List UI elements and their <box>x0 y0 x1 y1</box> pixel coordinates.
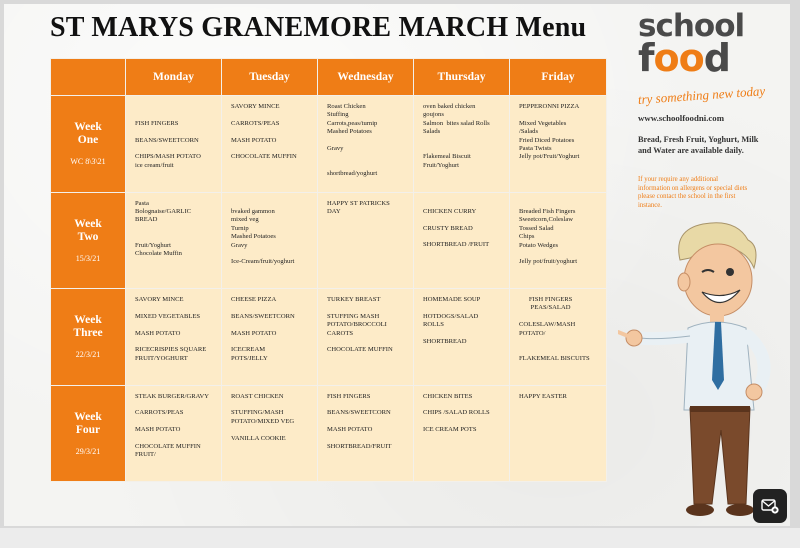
menu-cell <box>414 289 510 386</box>
spacer <box>231 401 311 409</box>
spacer <box>327 338 407 346</box>
spacer <box>423 137 503 145</box>
menu-item: shortbread/yoghurt <box>327 170 378 178</box>
spacer <box>423 233 503 241</box>
menu-item: Sweetcorn,Coleslaw <box>519 216 574 224</box>
menu-item: ROLLS <box>423 321 444 329</box>
menu-item: ICE CREAM POTS <box>423 426 477 434</box>
menu-item: Mashed Potatoes <box>327 128 372 136</box>
menu-item: Stuffing <box>327 111 349 119</box>
spacer <box>327 304 407 312</box>
menu-item: FRUIT/YOGHURT <box>135 354 188 362</box>
week-date: 15/3/21 <box>75 253 101 263</box>
menu-cell <box>222 96 318 193</box>
menu-item: oven baked chicken <box>423 103 476 110</box>
spacer <box>423 418 503 426</box>
day-header: Monday <box>126 59 222 96</box>
menu-item: FLAKEMEAL BISCUITS <box>519 354 590 362</box>
logo-line-2 <box>638 36 756 80</box>
menu-item: BEANS/SWEETCORN <box>135 136 199 144</box>
menu-item: bvaked gammon <box>231 207 275 215</box>
menu-item: CRUSTY BREAD <box>423 224 473 232</box>
menu-cell <box>510 385 607 482</box>
spacer <box>423 304 503 312</box>
menu-item: FISH FINGERS <box>135 119 179 127</box>
logo-line-1: school <box>638 8 745 44</box>
spacer <box>135 225 215 233</box>
menu-cell <box>414 385 510 482</box>
menu-cell <box>222 385 318 482</box>
menu-item: VANILLA COOKIE <box>231 434 286 442</box>
menu-cell <box>222 289 318 386</box>
allergy-note: If your require any additional information on allergens or special diets please contact the school in the first instance. <box>638 176 748 209</box>
spacer <box>135 145 215 153</box>
menu-item: STUFFING MASH <box>327 312 380 320</box>
menu-item: MASH POTATO <box>327 426 373 434</box>
chef-mascot <box>618 210 788 525</box>
spacer <box>327 401 407 409</box>
page-title: ST MARYS GRANEMORE MARCH Menu <box>50 12 587 43</box>
schoolfood-logo <box>638 8 756 80</box>
menu-item: SHORTBREAD <box>423 338 467 345</box>
spacer <box>327 153 407 161</box>
menu-item: /Salads <box>519 128 539 136</box>
menu-item: Salads <box>423 128 441 136</box>
spacer <box>231 426 311 434</box>
spacer <box>231 338 311 346</box>
spacer <box>519 313 600 321</box>
spacer <box>135 111 215 119</box>
spacer <box>423 216 503 224</box>
menu-item: FRUIT/ <box>135 451 156 459</box>
week-date: 22/3/21 <box>75 350 101 360</box>
menu-item: POTATO/MIXED VEG <box>231 417 295 425</box>
menu-cell <box>318 385 414 482</box>
menu-item: FISH FINGERS <box>519 296 573 303</box>
menu-item: Mixed Vegetables <box>519 119 567 127</box>
spacer <box>231 200 311 208</box>
spacer <box>519 346 600 354</box>
spacer <box>135 321 215 329</box>
menu-item: ICECREAM <box>231 346 266 354</box>
menu-item: BEANS/SWEETCORN <box>327 409 391 417</box>
menu-item: Carrots,peas/turnip <box>327 119 378 127</box>
menu-item: Tossed Salad <box>519 224 554 232</box>
menu-item: RICECRISPIES SQUARE <box>135 346 207 354</box>
menu-cell <box>126 96 222 193</box>
message-button[interactable] <box>753 489 787 523</box>
menu-item: MASH POTATO <box>135 426 181 434</box>
menu-item: Jelly pot/Fruit/Yoghurt <box>519 153 580 161</box>
week-label: Week Three <box>73 314 103 340</box>
menu-item: Chocolate Muffin <box>135 249 182 257</box>
menu-cell <box>126 192 222 289</box>
menu-item: Gravy <box>231 241 248 249</box>
menu-item: Ice-Cream/fruit/yoghurt <box>231 258 295 266</box>
menu-item: TURKEY BREAST <box>327 296 381 303</box>
spacer <box>231 304 311 312</box>
spacer <box>327 435 407 443</box>
menu-cell <box>126 289 222 386</box>
week-label-cell <box>51 96 126 193</box>
week-label-cell <box>51 289 126 386</box>
menu-item: BEANS/SWEETCORN <box>231 312 295 320</box>
spacer <box>231 111 311 119</box>
menu-item: Mashed Potatoes <box>231 233 276 241</box>
menu-item: SAVORY MINCE <box>135 296 184 303</box>
week-label-cell <box>51 192 126 289</box>
spacer <box>423 330 503 338</box>
menu-item: STUFFING/MASH <box>231 409 284 417</box>
week-row <box>51 385 607 482</box>
tagline: try something new today <box>637 83 766 107</box>
logo-line-2-text: food <box>638 36 730 80</box>
spacer <box>231 145 311 153</box>
week-label: Week Four <box>74 410 102 436</box>
week-row <box>51 289 607 386</box>
menu-item: MASH POTATO <box>135 329 181 337</box>
menu-item: BREAD <box>135 216 158 224</box>
spacer <box>135 128 215 136</box>
spacer <box>231 128 311 136</box>
menu-item: MASH POTATO <box>231 329 277 337</box>
menu-item: Pasta Twists <box>519 145 552 153</box>
menu-cell <box>126 385 222 482</box>
menu-item: Roast Chicken <box>327 103 366 110</box>
spacer <box>519 250 600 258</box>
menu-table <box>50 58 607 482</box>
menu-item: CHOCOLATE MUFFIN <box>135 442 201 450</box>
menu-item: Pasta <box>135 199 149 207</box>
spacer <box>231 250 311 258</box>
website-text: www.schoolfoodni.com <box>638 113 725 123</box>
menu-item: CARROTS/PEAS <box>135 409 184 417</box>
menu-item: SAVORY MINCE <box>231 103 280 110</box>
menu-item: Bolognaise/GARLIC <box>135 207 192 215</box>
spacer <box>519 338 600 346</box>
menu-item: CHOCOLATE MUFFIN <box>327 346 393 354</box>
menu-item: POTS/JELLY <box>231 354 268 362</box>
bottom-strip <box>0 528 800 548</box>
menu-item: HAPPY EASTER <box>519 392 567 400</box>
menu-item: DAY <box>327 207 341 215</box>
menu-item: Fruit/Yoghurt <box>135 241 171 249</box>
menu-item: CHICKEN CURRY <box>423 207 477 215</box>
day-header: Thursday <box>414 59 510 96</box>
menu-item: Gravy <box>327 145 344 153</box>
menu-item: CHIPS/MASH POTATO <box>135 153 201 161</box>
menu-cell <box>414 96 510 193</box>
menu-item: ROAST CHICKEN <box>231 392 284 400</box>
spacer <box>231 321 311 329</box>
daily-items-note: Bread, Fresh Fruit, Yoghurt, Milk and Water are available daily. <box>638 135 759 155</box>
menu-cell <box>510 96 607 193</box>
menu-item: PEPPERONNI PIZZA <box>519 103 580 110</box>
menu-item: CHOCOLATE MUFFIN <box>231 153 297 161</box>
spacer <box>135 418 215 426</box>
menu-item: CARROTS/PEAS <box>231 119 280 127</box>
spacer <box>423 200 503 208</box>
spacer <box>519 111 600 119</box>
menu-item: HOMEMADE SOUP <box>423 296 481 303</box>
menu-item: Salmon bites salad Rolls <box>423 119 490 127</box>
menu-cell <box>222 192 318 289</box>
spacer <box>135 338 215 346</box>
menu-item: Flakemeal Biscuit <box>423 153 471 161</box>
week-row <box>51 192 607 289</box>
menu-item: POTATO/ <box>519 329 546 337</box>
menu-item: HOTDOGS/SALAD <box>423 312 479 320</box>
menu-item: mixed veg <box>231 216 259 224</box>
menu-item: Breaded Fish Fingers <box>519 207 576 215</box>
day-header: Tuesday <box>222 59 318 96</box>
day-header: Friday <box>510 59 607 96</box>
menu-item: CAROTS <box>327 329 354 337</box>
menu-item: ice cream/fruit <box>135 161 174 169</box>
menu-cell <box>318 96 414 193</box>
menu-item: HAPPY ST PATRICKS <box>327 199 390 207</box>
menu-item: MIXED VEGETABLES <box>135 312 201 320</box>
menu-item: Fried Diced Potatoes <box>519 136 575 144</box>
spacer <box>327 137 407 145</box>
week-date: WC 8\3\21 <box>70 157 106 167</box>
menu-cell <box>510 289 607 386</box>
week-date: 29/3/21 <box>75 446 101 456</box>
menu-cell <box>510 192 607 289</box>
spacer <box>423 401 503 409</box>
week-label: Week Two <box>74 217 102 243</box>
spacer <box>135 103 215 111</box>
menu-item: CHEESE PIZZA <box>231 296 277 303</box>
day-header-row <box>51 59 607 96</box>
spacer <box>135 401 215 409</box>
day-header: Wednesday <box>318 59 414 96</box>
menu-item: Chips <box>519 233 535 241</box>
spacer <box>423 145 503 153</box>
message-plus-icon <box>761 498 779 514</box>
week-row <box>51 96 607 193</box>
menu-item: Jelly pot/fruit/yoghurt <box>519 258 578 266</box>
spacer <box>135 233 215 241</box>
menu-item: STEAK BURGER/GRAVY <box>135 392 210 400</box>
spacer <box>135 435 215 443</box>
menu-cell <box>414 192 510 289</box>
menu-item: FISH FINGERS <box>327 392 371 400</box>
menu-item: CHIPS /SALAD ROLLS <box>423 409 490 417</box>
menu-item: goujons <box>423 111 444 119</box>
menu-item: SHORTBREAD/FRUIT <box>327 442 392 450</box>
menu-item: COLESLAW/MASH <box>519 321 576 329</box>
menu-cell <box>318 289 414 386</box>
week-label: Week One <box>74 121 102 147</box>
spacer <box>519 200 600 208</box>
spacer <box>327 162 407 170</box>
menu-item: MASH POTATO <box>231 136 277 144</box>
spacer <box>135 304 215 312</box>
menu-item: Fruit/Yoghurt <box>423 161 459 169</box>
menu-item: CHICKEN BITES <box>423 392 473 400</box>
menu-item: SHORTBREAD /FRUIT <box>423 241 490 249</box>
header-corner <box>51 59 126 96</box>
menu-cell <box>318 192 414 289</box>
menu-item: POTATO/BROCCOLI <box>327 321 387 329</box>
menu-item: Turnip <box>231 224 249 232</box>
menu-item: Potato Wedges <box>519 241 559 249</box>
week-label-cell <box>51 385 126 482</box>
spacer <box>327 418 407 426</box>
menu-item: PEAS/SALAD <box>519 304 571 312</box>
